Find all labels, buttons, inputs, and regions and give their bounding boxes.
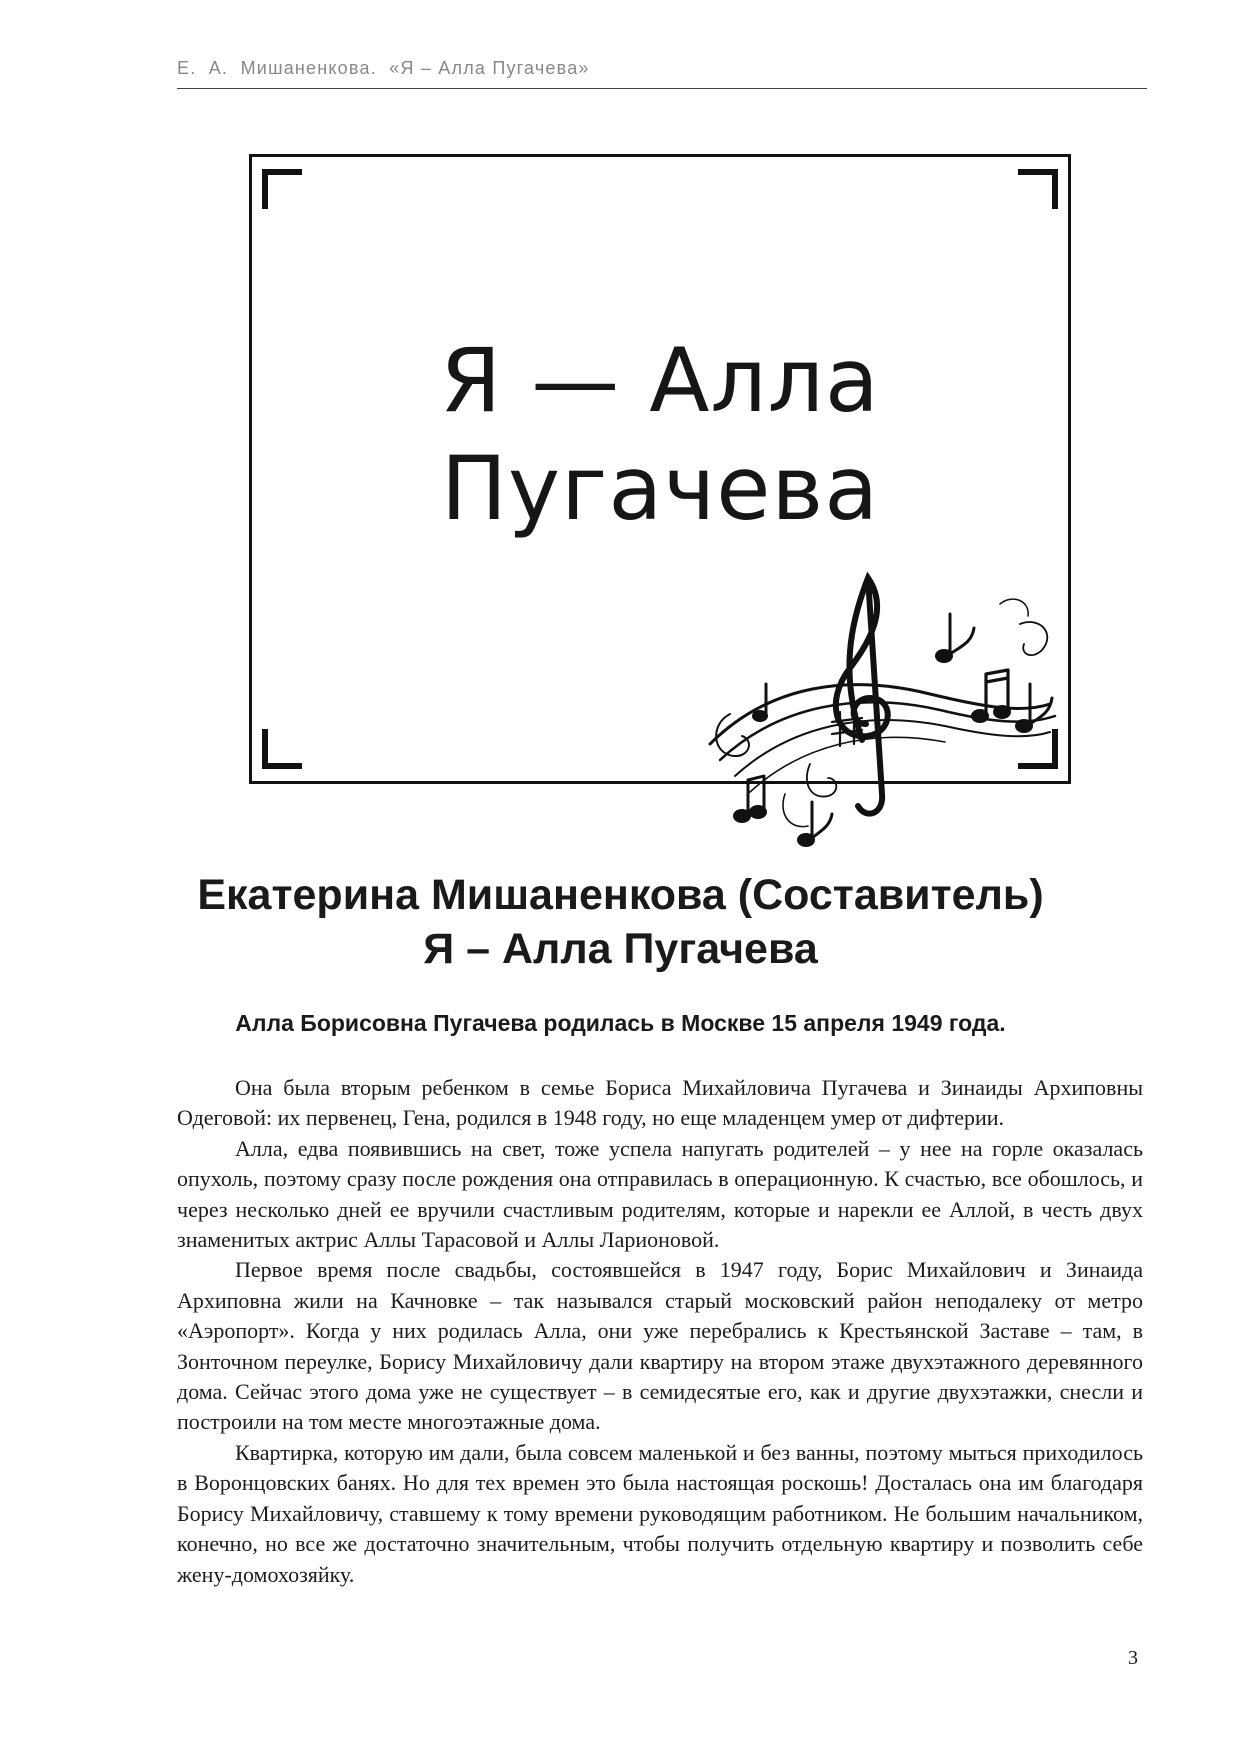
header-rule bbox=[177, 88, 1147, 89]
frame-corner-bottom-left bbox=[262, 729, 302, 769]
chapter-subtitle: Алла Борисовна Пугачева родилась в Москве 15 апреля 1949 года. bbox=[235, 1010, 1006, 1036]
cover-title-line-1: Я — Алла bbox=[440, 329, 880, 432]
cover-title-line-2: Пугачева bbox=[440, 437, 880, 540]
running-head: Е. А. Мишаненкова. «Я – Алла Пугачева» bbox=[177, 58, 590, 78]
treble-clef-music-notes-icon bbox=[690, 564, 1070, 854]
paragraph: Квартирка, которую им дали, была совсем маленькой и без ванны, поэтому мыться приходилось в Воронцовских банях. Но для тех времен это была настоящая роскошь! Досталась она им благодаря Борису Михайловичу, ставшему к тому времени руководящим работником. Не большим начальником, конечно, но все же достаточно значительным, чтобы получить отдельную квартиру и позволить себе жену-домохозяйку. bbox=[177, 1439, 1143, 1587]
paragraph: Она была вторым ребенком в семье Бориса Михайловича Пугачева и Зинаиды Архиповны Одеговой: их первенец, Гена, родился в 1948 году, но еще младенцем умер от дифтерии. bbox=[177, 1075, 1143, 1131]
body-text bbox=[177, 1073, 1143, 1590]
cover-title bbox=[252, 327, 1068, 543]
book-title bbox=[0, 868, 1241, 976]
frame-corner-top-left bbox=[262, 169, 302, 209]
book-author-line: Екатерина Мишаненкова (Составитель) bbox=[197, 871, 1044, 919]
paragraph: Первое время после свадьбы, состоявшейся в 1947 году, Борис Михайлович и Зинаида Архиповна жили на Качновке – так назывался старый московский район неподалеку от метро «Аэропорт». Когда у них родилась Алла, они уже перебрались к Крестьянской Заставе – там, в Зонточном переулке, Борису Михайловичу дали квартиру на втором этаже двухэтажного деревянного дома. Сейчас этого дома уже не существует – в семидесятые его, как и другие двухэтажки, снесли и построили на том месте многоэтажные дома. bbox=[177, 1257, 1143, 1435]
book-title-line: Я – Алла Пугачева bbox=[423, 925, 818, 973]
page-number: 3 bbox=[1128, 1647, 1138, 1669]
paragraph: Алла, едва появившись на свет, тоже успела напугать родителей – у нее на горле оказалась опухоль, поэтому сразу после рождения она отправилась в операционную. К счастью, все обошлось, и через несколько дней ее вручили счастливым родителям, которые и нарекли ее Аллой, в честь двух знаменитых актрис Аллы Тарасовой и Аллы Ларионовой. bbox=[177, 1135, 1143, 1253]
frame-corner-top-right bbox=[1018, 169, 1058, 209]
